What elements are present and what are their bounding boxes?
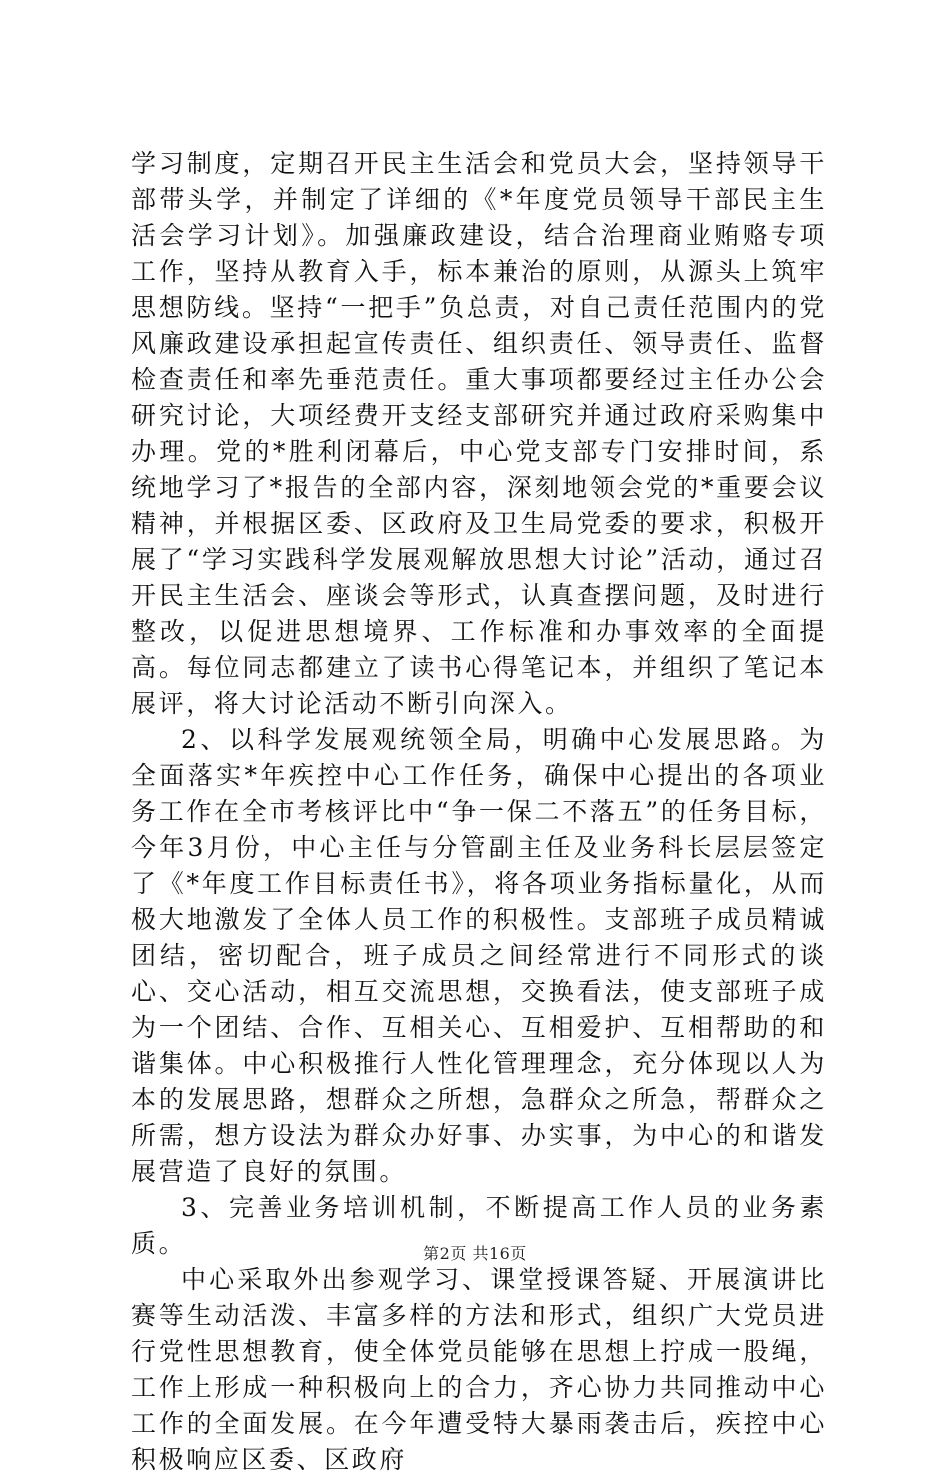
page-number-footer: 第2页 共16页 (423, 1244, 527, 1263)
paragraph-training-heading: 3、完善业务培训机制，不断提高工作人员的业务素质。 (131, 1193, 827, 1258)
paragraph-scientific-development: 2、以科学发展观统领全局，明确中心发展思路。为全面落实*年疾控中心工作任务，确保中心提出的各项业务工作在全市考核评比中“争一保二不落五”的任务目标，今年3月份，中心主任与分管副主任及业务科长层层签定了《*年度工作目标责任书》，将各项业务指标量化，从而极大地激发了全体人员工作的积极性。支部班子成员精诚团结，密切配合，班子成员之间经常进行不同形式的谈心、交心活动，相互交流思想，交换看法，使支部班子成为一个团结、合作、互相关心、互相爱护、互相帮助的和谐集体。中心积极推行人性化管理理念，充分体现以人为本的发展思路，想群众之所想，急群众之所急，帮群众之所需，想方设法为群众办好事、办实事，为中心的和谐发展营造了良好的氛围。 (131, 725, 827, 1186)
paragraph-study-system: 学习制度，定期召开民主生活会和党员大会，坚持领导干部带头学，并制定了详细的《*年度党员领导干部民主生活会学习计划》。加强廉政建设，结合治理商业贿赂专项工作，坚持从教育入手，标本兼治的原则，从源头上筑牢思想防线。坚持“一把手”负总责，对自己责任范围内的党风廉政建设承担起宣传责任、组织责任、领导责任、监督检查责任和率先垂范责任。重大事项都要经过主任办公会研究讨论，大项经费开支经支部研究并通过政府采购集中办理。党的*胜利闭幕后，中心党支部专门安排时间，系统地学习了*报告的全部内容，深刻地领会党的*重要会议精神，并根据区委、区政府及卫生局党委的要求，积极开展了“学习实践科学发展观解放思想大讨论”活动，通过召开民主生活会、座谈会等形式，认真查摆问题，及时进行整改，以促进思想境界、工作标准和办事效率的全面提高。每位同志都建立了读书心得笔记本，并组织了笔记本展评，将大讨论活动不断引向深入。 (131, 149, 827, 718)
document-body (131, 146, 827, 1478)
paragraph-training-methods: 中心采取外出参观学习、课堂授课答疑、开展演讲比赛等生动活泼、丰富多样的方法和形式，组织广大党员进行党性思想教育，使全体党员能够在思想上拧成一股绳，工作上形成一种积极向上的合力，齐心协力共同推动中心工作的全面发展。在今年遭受特大暴雨袭击后，疾控中心积极响应区委、区政府 (131, 1265, 827, 1474)
